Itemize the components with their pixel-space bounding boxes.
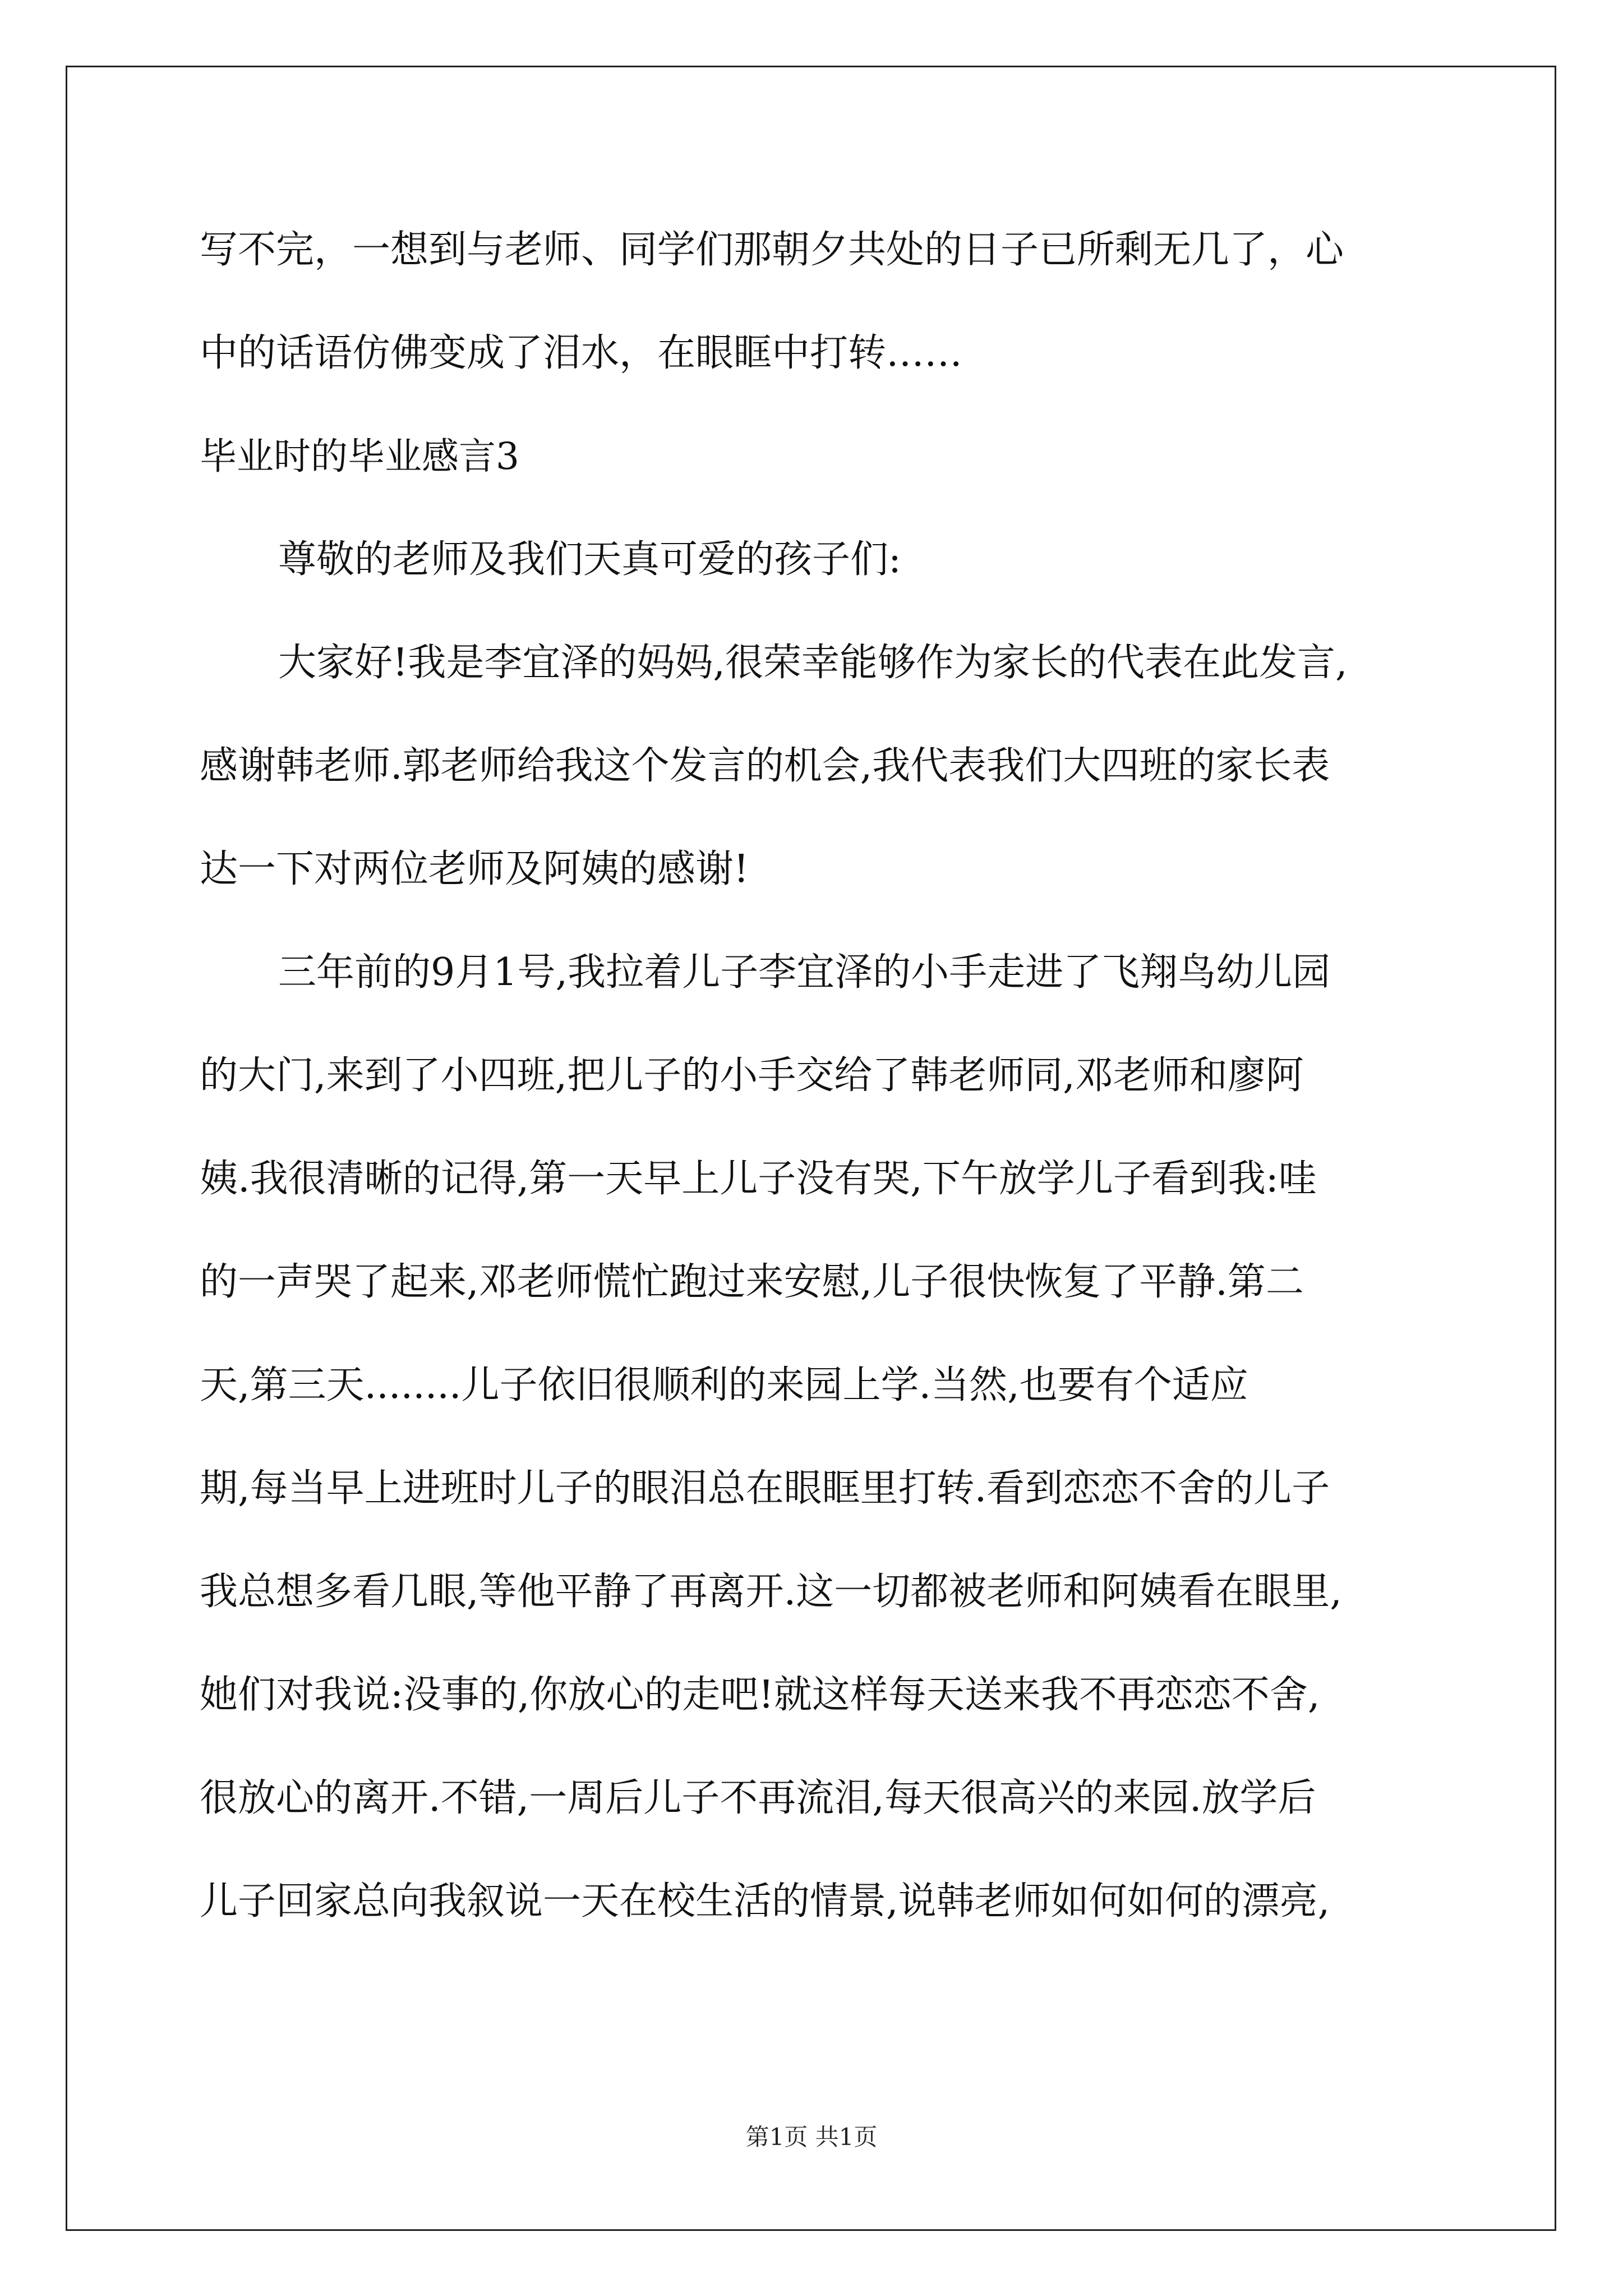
text-line: 期,每当早上进班时儿子的眼泪总在眼眶里打转.看到恋恋不舍的儿子 [200, 1466, 1330, 1511]
page-number-footer: 第1页 共1页 [745, 2123, 878, 2151]
salutation: 尊敬的老师及我们天真可爱的孩子们: [278, 537, 901, 582]
text-line: 很放心的离开.不错,一周后儿子不再流泪,每天很高兴的来园.放学后 [200, 1776, 1316, 1820]
text-line: 姨.我很清晰的记得,第一天早上儿子没有哭,下午放学儿子看到我:哇 [200, 1157, 1317, 1201]
document-body [200, 217, 1422, 1971]
text-line: 儿子回家总向我叙说一天在校生活的情景,说韩老师如何如何的漂亮, [200, 1879, 1330, 1924]
text-line: 达一下对两位老师及阿姨的感谢! [200, 847, 749, 891]
section-heading: 毕业时的毕业感言3 [200, 435, 519, 478]
text-line: 中的话语仿佛变成了泪水，在眼眶中打转…… [200, 331, 963, 375]
text-line: 的大门,来到了小四班,把儿子的小手交给了韩老师同,邓老师和廖阿 [200, 1053, 1304, 1098]
text-line: 感谢韩老师.郭老师给我这个发言的机会,我代表我们大四班的家长表 [200, 744, 1330, 788]
text-line: 写不完，一想到与老师、同学们那朝夕共处的日子已所剩无几了，心 [200, 228, 1344, 272]
text-line: 她们对我说:没事的,你放心的走吧!就这样每天送来我不再恋恋不舍, [200, 1673, 1320, 1717]
text-line: 天,第三天........儿子依旧很顺利的来园上学.当然,也要有个适应 [200, 1363, 1248, 1407]
text-line: 的一声哭了起来,邓老师慌忙跑过来安慰,儿子很快恢复了平静.第二 [200, 1260, 1304, 1304]
text-line: 三年前的9月1号,我拉着儿子李宜泽的小手走进了飞翔鸟幼儿园 [278, 950, 1331, 995]
text-line: 大家好!我是李宜泽的妈妈,很荣幸能够作为家长的代表在此发言, [278, 641, 1348, 685]
text-line: 我总想多看几眼,等他平静了再离开.这一切都被老师和阿姨看在眼里, [200, 1570, 1342, 1614]
